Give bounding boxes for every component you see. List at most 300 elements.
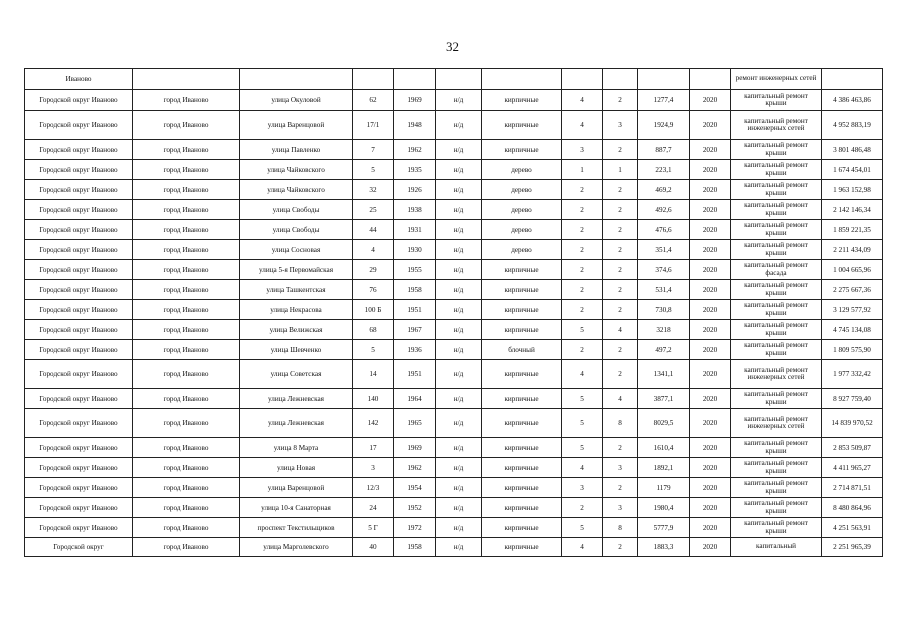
cell-work: капитальный ремонт крыши	[731, 200, 822, 220]
table-row	[25, 180, 883, 200]
cell-cost: 8 927 759,40	[822, 389, 883, 409]
cell-city: город Иваново	[133, 220, 240, 240]
cell-number: н/д	[436, 180, 482, 200]
cell-work: капитальный ремонт крыши	[731, 320, 822, 340]
cell-floors: 2	[562, 200, 603, 220]
cell-material: кирпичные	[482, 280, 562, 300]
cell-plan-year: 2020	[690, 140, 731, 160]
cell-plan-year: 2020	[690, 90, 731, 111]
cell-number: н/д	[436, 438, 482, 458]
cell-city: город Иваново	[133, 340, 240, 360]
cell-plan-year: 2020	[690, 340, 731, 360]
cell-number: н/д	[436, 200, 482, 220]
cell-year: 1962	[394, 140, 436, 160]
cell-street: улица 5-я Первомайская	[240, 260, 353, 280]
cell-number: н/д	[436, 160, 482, 180]
cell-region: Городской округ Иваново	[25, 478, 133, 498]
cell-cost: 4 251 563,91	[822, 518, 883, 538]
cell-region: Городской округ Иваново	[25, 518, 133, 538]
cell-number: н/д	[436, 360, 482, 389]
cell-year: 1965	[394, 409, 436, 438]
cell-cost: 4 386 463,86	[822, 90, 883, 111]
cell-region: Городской округ Иваново	[25, 340, 133, 360]
cell-house: 4	[353, 240, 394, 260]
cell-entrances: 2	[603, 200, 638, 220]
cell-plan-year: 2020	[690, 409, 731, 438]
cell-material: кирпичные	[482, 360, 562, 389]
cell-material: блочный	[482, 340, 562, 360]
cell-material: дерево	[482, 220, 562, 240]
cell-year: 1955	[394, 260, 436, 280]
cell-house: 3	[353, 458, 394, 478]
cell-entrances: 3	[603, 498, 638, 518]
cell-work: капитальный ремонт крыши	[731, 160, 822, 180]
cell-empty	[822, 69, 883, 90]
cell-plan-year: 2020	[690, 360, 731, 389]
table-row	[25, 389, 883, 409]
cell-area: 1883,3	[638, 538, 690, 557]
cell-floors: 4	[562, 90, 603, 111]
cell-region: Городской округ Иваново	[25, 90, 133, 111]
cell-entrances: 8	[603, 518, 638, 538]
cell-house: 14	[353, 360, 394, 389]
cell-work: капитальный ремонт крыши	[731, 180, 822, 200]
cell-region: Городской округ Иваново	[25, 180, 133, 200]
cell-city: город Иваново	[133, 409, 240, 438]
cell-area: 1341,1	[638, 360, 690, 389]
cell-street: улица Марголевского	[240, 538, 353, 557]
cell-street: улица 8 Марта	[240, 438, 353, 458]
cell-entrances: 2	[603, 220, 638, 240]
cell-floors: 4	[562, 360, 603, 389]
cell-year: 1935	[394, 160, 436, 180]
table-row	[25, 458, 883, 478]
cell-floors: 3	[562, 140, 603, 160]
cell-floors: 2	[562, 300, 603, 320]
cell-floors: 1	[562, 160, 603, 180]
cell-street: улица Велижская	[240, 320, 353, 340]
cell-year: 1930	[394, 240, 436, 260]
cell-material: кирпичные	[482, 409, 562, 438]
table-row	[25, 90, 883, 111]
cell-area: 3218	[638, 320, 690, 340]
cell-work: капитальный ремонт крыши	[731, 478, 822, 498]
cell-work: ремонт инженерных сетей	[731, 69, 822, 90]
table-row	[25, 518, 883, 538]
cell-plan-year: 2020	[690, 200, 731, 220]
cell-cost: 2 853 509,87	[822, 438, 883, 458]
cell-entrances: 8	[603, 409, 638, 438]
cell-plan-year: 2020	[690, 478, 731, 498]
cell-area: 887,7	[638, 140, 690, 160]
cell-city: город Иваново	[133, 498, 240, 518]
cell-area: 8029,5	[638, 409, 690, 438]
cell-area: 223,1	[638, 160, 690, 180]
cell-plan-year: 2020	[690, 111, 731, 140]
cell-material: дерево	[482, 180, 562, 200]
cell-empty	[690, 69, 731, 90]
cell-region: Городской округ Иваново	[25, 458, 133, 478]
table-row	[25, 260, 883, 280]
cell-year: 1931	[394, 220, 436, 240]
cell-work: капитальный ремонт крыши	[731, 498, 822, 518]
cell-house: 25	[353, 200, 394, 220]
cell-empty	[562, 69, 603, 90]
cell-house: 140	[353, 389, 394, 409]
table-row	[25, 538, 883, 557]
cell-number: н/д	[436, 389, 482, 409]
cell-region: Городской округ Иваново	[25, 240, 133, 260]
cell-region: Городской округ Иваново	[25, 389, 133, 409]
cell-street: улица Чайковского	[240, 160, 353, 180]
cell-region: Городской округ	[25, 538, 133, 557]
cell-street: улица Новая	[240, 458, 353, 478]
cell-area: 351,4	[638, 240, 690, 260]
cell-empty	[638, 69, 690, 90]
cell-material: кирпичные	[482, 140, 562, 160]
cell-work: капитальный ремонт крыши	[731, 340, 822, 360]
cell-cost: 2 211 434,09	[822, 240, 883, 260]
table-row	[25, 111, 883, 140]
cell-empty	[482, 69, 562, 90]
cell-cost: 3 801 486,48	[822, 140, 883, 160]
cell-year: 1954	[394, 478, 436, 498]
cell-work: капитальный ремонт инженерных сетей	[731, 111, 822, 140]
cell-street: улица Варенцовой	[240, 478, 353, 498]
cell-house: 44	[353, 220, 394, 240]
cell-material: дерево	[482, 160, 562, 180]
cell-year: 1969	[394, 90, 436, 111]
cell-floors: 4	[562, 538, 603, 557]
cell-region: Городской округ Иваново	[25, 111, 133, 140]
cell-house: 142	[353, 409, 394, 438]
cell-cost: 4 952 883,19	[822, 111, 883, 140]
table-row	[25, 280, 883, 300]
cell-material: дерево	[482, 200, 562, 220]
cell-year: 1926	[394, 180, 436, 200]
table-row	[25, 240, 883, 260]
cell-work: капитальный ремонт крыши	[731, 140, 822, 160]
cell-plan-year: 2020	[690, 220, 731, 240]
cell-number: н/д	[436, 220, 482, 240]
cell-area: 497,2	[638, 340, 690, 360]
cell-area: 469,2	[638, 180, 690, 200]
cell-city: город Иваново	[133, 90, 240, 111]
cell-city: город Иваново	[133, 300, 240, 320]
cell-area: 1277,4	[638, 90, 690, 111]
cell-area: 730,8	[638, 300, 690, 320]
cell-city: город Иваново	[133, 280, 240, 300]
cell-entrances: 2	[603, 360, 638, 389]
cell-floors: 2	[562, 280, 603, 300]
cell-year: 1964	[394, 389, 436, 409]
cell-number: н/д	[436, 478, 482, 498]
cell-number: н/д	[436, 140, 482, 160]
cell-house: 40	[353, 538, 394, 557]
cell-plan-year: 2020	[690, 180, 731, 200]
cell-number: н/д	[436, 300, 482, 320]
cell-house: 12/3	[353, 478, 394, 498]
cell-region: Городской округ Иваново	[25, 160, 133, 180]
cell-area: 1179	[638, 478, 690, 498]
cell-street: улица Лежневская	[240, 389, 353, 409]
cell-cost: 2 142 146,34	[822, 200, 883, 220]
cell-material: кирпичные	[482, 458, 562, 478]
cell-city: город Иваново	[133, 458, 240, 478]
cell-work: капитальный ремонт инженерных сетей	[731, 360, 822, 389]
cell-plan-year: 2020	[690, 458, 731, 478]
cell-material: кирпичные	[482, 260, 562, 280]
cell-work: капитальный ремонт инженерных сетей	[731, 409, 822, 438]
cell-city: город Иваново	[133, 200, 240, 220]
cell-work: капитальный ремонт крыши	[731, 458, 822, 478]
cell-city: город Иваново	[133, 160, 240, 180]
cell-entrances: 3	[603, 458, 638, 478]
cell-number: н/д	[436, 240, 482, 260]
cell-cost: 14 839 970,52	[822, 409, 883, 438]
cell-plan-year: 2020	[690, 300, 731, 320]
cell-entrances: 2	[603, 300, 638, 320]
cell-region: Городской округ Иваново	[25, 360, 133, 389]
cell-street: улица Свободы	[240, 200, 353, 220]
cell-year: 1962	[394, 458, 436, 478]
cell-entrances: 2	[603, 340, 638, 360]
cell-plan-year: 2020	[690, 160, 731, 180]
cell-city: город Иваново	[133, 240, 240, 260]
cell-area: 531,4	[638, 280, 690, 300]
cell-entrances: 2	[603, 180, 638, 200]
cell-region: Городской округ Иваново	[25, 220, 133, 240]
cell-house: 17	[353, 438, 394, 458]
cell-material: дерево	[482, 240, 562, 260]
table-row	[25, 409, 883, 438]
cell-city: город Иваново	[133, 360, 240, 389]
cell-street: улица Окуловой	[240, 90, 353, 111]
cell-region: Городской округ Иваново	[25, 140, 133, 160]
cell-entrances: 2	[603, 478, 638, 498]
cell-region: Городской округ Иваново	[25, 438, 133, 458]
cell-floors: 3	[562, 478, 603, 498]
cell-work: капитальный ремонт крыши	[731, 389, 822, 409]
cell-area: 1980,4	[638, 498, 690, 518]
cell-plan-year: 2020	[690, 438, 731, 458]
cell-entrances: 4	[603, 320, 638, 340]
cell-house: 62	[353, 90, 394, 111]
cell-work: капитальный ремонт крыши	[731, 300, 822, 320]
cell-number: н/д	[436, 518, 482, 538]
cell-plan-year: 2020	[690, 538, 731, 557]
cell-year: 1938	[394, 200, 436, 220]
cell-house: 5	[353, 340, 394, 360]
cell-number: н/д	[436, 409, 482, 438]
cell-number: н/д	[436, 280, 482, 300]
cell-year: 1958	[394, 538, 436, 557]
cell-street: улица 10-я Санаторная	[240, 498, 353, 518]
cell-material: кирпичные	[482, 111, 562, 140]
cell-floors: 5	[562, 438, 603, 458]
cell-house: 17/1	[353, 111, 394, 140]
table-row	[25, 300, 883, 320]
cell-number: н/д	[436, 111, 482, 140]
cell-work: капитальный ремонт фасада	[731, 260, 822, 280]
cell-plan-year: 2020	[690, 498, 731, 518]
cell-house: 32	[353, 180, 394, 200]
cell-cost: 1 977 332,42	[822, 360, 883, 389]
cell-cost: 3 129 577,92	[822, 300, 883, 320]
table-row	[25, 220, 883, 240]
housing-repair-table	[24, 68, 883, 557]
cell-number: н/д	[436, 90, 482, 111]
cell-house: 5 Г	[353, 518, 394, 538]
cell-cost: 1 809 575,90	[822, 340, 883, 360]
cell-year: 1951	[394, 360, 436, 389]
cell-region: Городской округ Иваново	[25, 320, 133, 340]
cell-region: Городской округ Иваново	[25, 498, 133, 518]
cell-floors: 4	[562, 458, 603, 478]
cell-empty	[603, 69, 638, 90]
cell-house: 68	[353, 320, 394, 340]
cell-work: капитальный ремонт крыши	[731, 220, 822, 240]
cell-empty	[394, 69, 436, 90]
cell-entrances: 2	[603, 280, 638, 300]
cell-street: улица Свободы	[240, 220, 353, 240]
cell-house: 29	[353, 260, 394, 280]
cell-plan-year: 2020	[690, 260, 731, 280]
cell-entrances: 2	[603, 140, 638, 160]
cell-plan-year: 2020	[690, 389, 731, 409]
cell-street: проспект Текстильщиков	[240, 518, 353, 538]
cell-floors: 2	[562, 180, 603, 200]
cell-number: н/д	[436, 498, 482, 518]
cell-material: кирпичные	[482, 518, 562, 538]
cell-street: улица Некрасова	[240, 300, 353, 320]
table-row	[25, 360, 883, 389]
cell-cost: 1 859 221,35	[822, 220, 883, 240]
cell-area: 5777,9	[638, 518, 690, 538]
cell-city: город Иваново	[133, 478, 240, 498]
cell-material: кирпичные	[482, 320, 562, 340]
table-row	[25, 320, 883, 340]
table-row-continuation	[25, 69, 883, 90]
cell-material: кирпичные	[482, 90, 562, 111]
cell-year: 1967	[394, 320, 436, 340]
cell-house: 24	[353, 498, 394, 518]
cell-region: Городской округ Иваново	[25, 300, 133, 320]
cell-cost: 1 963 152,98	[822, 180, 883, 200]
cell-street: улица Шевченко	[240, 340, 353, 360]
cell-street: улица Павленко	[240, 140, 353, 160]
cell-empty	[240, 69, 353, 90]
cell-city: город Иваново	[133, 538, 240, 557]
cell-number: н/д	[436, 458, 482, 478]
cell-year: 1951	[394, 300, 436, 320]
cell-floors: 5	[562, 409, 603, 438]
cell-plan-year: 2020	[690, 320, 731, 340]
cell-city: город Иваново	[133, 389, 240, 409]
table-row	[25, 478, 883, 498]
cell-cost: 2 275 667,36	[822, 280, 883, 300]
cell-cost: 8 480 864,96	[822, 498, 883, 518]
cell-city: город Иваново	[133, 320, 240, 340]
cell-plan-year: 2020	[690, 280, 731, 300]
cell-number: н/д	[436, 320, 482, 340]
cell-house: 7	[353, 140, 394, 160]
cell-entrances: 1	[603, 160, 638, 180]
cell-area: 492,6	[638, 200, 690, 220]
cell-entrances: 4	[603, 389, 638, 409]
cell-empty	[133, 69, 240, 90]
cell-year: 1958	[394, 280, 436, 300]
page-number: 32	[446, 39, 459, 54]
cell-area: 1892,1	[638, 458, 690, 478]
cell-year: 1936	[394, 340, 436, 360]
cell-empty	[353, 69, 394, 90]
cell-city: город Иваново	[133, 438, 240, 458]
cell-floors: 4	[562, 111, 603, 140]
cell-house: 76	[353, 280, 394, 300]
cell-city: город Иваново	[133, 180, 240, 200]
cell-year: 1952	[394, 498, 436, 518]
cell-region: Городской округ Иваново	[25, 280, 133, 300]
cell-floors: 2	[562, 220, 603, 240]
cell-floors: 5	[562, 320, 603, 340]
cell-material: кирпичные	[482, 498, 562, 518]
cell-area: 374,6	[638, 260, 690, 280]
cell-entrances: 2	[603, 438, 638, 458]
cell-material: кирпичные	[482, 478, 562, 498]
cell-entrances: 2	[603, 260, 638, 280]
cell-area: 1610,4	[638, 438, 690, 458]
cell-floors: 2	[562, 240, 603, 260]
table-row	[25, 140, 883, 160]
cell-empty	[436, 69, 482, 90]
cell-material: кирпичные	[482, 389, 562, 409]
cell-street: улица Ташкентская	[240, 280, 353, 300]
cell-city: город Иваново	[133, 111, 240, 140]
cell-cost: 4 745 134,08	[822, 320, 883, 340]
cell-floors: 5	[562, 518, 603, 538]
cell-city: город Иваново	[133, 260, 240, 280]
cell-entrances: 2	[603, 538, 638, 557]
cell-floors: 5	[562, 389, 603, 409]
cell-entrances: 2	[603, 240, 638, 260]
cell-material: кирпичные	[482, 438, 562, 458]
table-row	[25, 438, 883, 458]
cell-year: 1948	[394, 111, 436, 140]
cell-street: улица Чайковского	[240, 180, 353, 200]
cell-region: Городской округ Иваново	[25, 409, 133, 438]
cell-cost: 1 674 454,01	[822, 160, 883, 180]
cell-region: Городской округ Иваново	[25, 260, 133, 280]
cell-number: н/д	[436, 538, 482, 557]
cell-number: н/д	[436, 340, 482, 360]
cell-street: улица Советская	[240, 360, 353, 389]
cell-work: капитальный	[731, 538, 822, 557]
cell-year: 1972	[394, 518, 436, 538]
cell-entrances: 3	[603, 111, 638, 140]
cell-work: капитальный ремонт крыши	[731, 518, 822, 538]
table-row	[25, 200, 883, 220]
cell-region: Городской округ Иваново	[25, 200, 133, 220]
cell-house: 5	[353, 160, 394, 180]
cell-material: кирпичные	[482, 538, 562, 557]
cell-area: 3877,1	[638, 389, 690, 409]
cell-floors: 2	[562, 340, 603, 360]
cell-area: 1924,9	[638, 111, 690, 140]
cell-street: улица Варенцовой	[240, 111, 353, 140]
cell-plan-year: 2020	[690, 240, 731, 260]
cell-material: кирпичные	[482, 300, 562, 320]
